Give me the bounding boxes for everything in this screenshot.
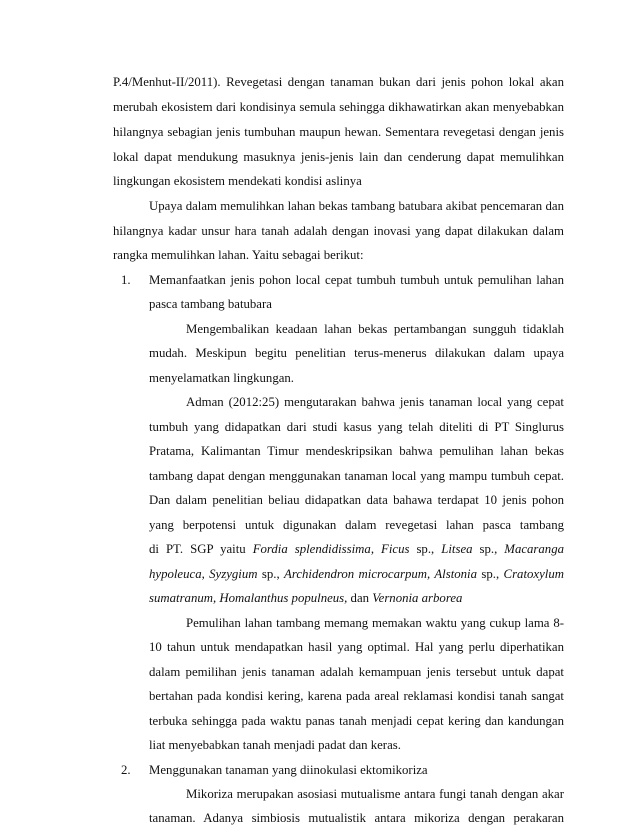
species-name: Archidendron microcarpum, Alstonia	[284, 567, 478, 581]
species-name: Macaranga	[504, 542, 564, 556]
species-line	[149, 541, 564, 557]
species-name: Litsea	[441, 542, 473, 556]
species-name: Ficus	[381, 542, 410, 556]
body-text-line: hilangnya kadar unsur hara tanah adalah dengan inovasi yang dapat dilakukan dalam	[113, 224, 564, 238]
species-line	[149, 566, 564, 582]
body-text-line: Mikoriza merupakan asosiasi mutualisme antara fungi tanah dengan akar	[186, 787, 564, 801]
species-line-text: sp.,	[409, 542, 442, 556]
body-text-line: dalam pemilihan jenis tanaman adalah kemampuan jenis tersebut untuk dapat	[149, 665, 564, 679]
body-text-line: mudah. Meskipun begitu penelitian terus-menerus dilakukan dalam upaya	[149, 346, 564, 360]
species-name: Vernonia arborea	[372, 591, 463, 605]
body-text-line: Pratama, Kalimantan Timur mendeskripsikan bahwa pemulihan lahan bekas	[149, 444, 564, 458]
body-text-line: lingkungan ekosistem mendekati kondisi aslinya	[113, 174, 362, 188]
species-name: hypoleuca, Syzygium	[149, 567, 258, 581]
species-line	[149, 590, 462, 606]
body-text-line: tanaman. Adanya simbiosis mutualistik antara mikoriza dengan perakaran	[149, 811, 564, 825]
species-name: Cratoxylum	[503, 567, 564, 581]
species-line-text: sp.,	[477, 567, 504, 581]
body-text-line: P.4/Menhut-II/2011). Revegetasi dengan tanaman bukan dari jenis pohon lokal akan	[113, 75, 564, 89]
body-text-line: Adman (2012:25) mengutarakan bahwa jenis tanaman local yang cepat	[186, 395, 564, 409]
species-line-text: sp.,	[257, 567, 285, 581]
body-text-line: Pemulihan lahan tambang memang memakan waktu yang cukup lama 8-	[186, 616, 564, 630]
body-text-line: bertahan pada kondisi kering, karena pada areal reklamasi kondisi tanah sangat	[149, 689, 564, 703]
list-heading-line: pasca tambang batubara	[149, 297, 272, 311]
body-text-line: liat menyebabkan tanah menjadi padat dan keras.	[149, 738, 401, 752]
body-text-line: Upaya dalam memulihkan lahan bekas tambang batubara akibat pencemaran dan	[149, 199, 564, 213]
body-text-line: lokal dapat mendukung masuknya jenis-jenis lain dan cenderung dapat memulihkan	[113, 150, 564, 164]
body-text-line: menyelamatkan lingkungan.	[149, 371, 294, 385]
species-line-text: di PT. SGP yaitu	[149, 542, 253, 556]
species-name: sumatranum, Homalanthus populneus,	[149, 591, 348, 605]
body-text-line: rangka memulihkan lahan. Yaitu sebagai berikut:	[113, 248, 364, 262]
body-text-line: yang berpotensi untuk digunakan dalam revegetasi lahan pasca tambang	[149, 518, 564, 532]
body-text-line: hilangnya sebagian jenis tumbuhan maupun hewan. Sementara revegetasi dengan jenis	[113, 125, 564, 139]
list-number: 1.	[121, 273, 131, 287]
list-heading-line: Menggunakan tanaman yang diinokulasi ektomikoriza	[149, 763, 428, 777]
species-line-text: sp.,	[472, 542, 505, 556]
list-heading-line: Memanfaatkan jenis pohon local cepat tumbuh tumbuh untuk pemulihan lahan	[149, 273, 564, 287]
list-number: 2.	[121, 763, 131, 777]
species-name: Fordia splendidissima,	[252, 542, 375, 556]
body-text-line: merubah ekosistem dari kondisinya semula sehingga dikhawatirkan akan menyebabkan	[113, 100, 564, 114]
body-text-line: tambang dapat dengan menggunakan tanaman local yang mampu tumbuh cepat.	[149, 469, 564, 483]
body-text-line: 10 tahun untuk mendapatkan hasil yang optimal. Hal yang perlu diperhatikan	[149, 640, 564, 654]
species-line-text: dan	[347, 591, 373, 605]
body-text-line: Mengembalikan keadaan lahan bekas pertambangan sungguh tidaklah	[186, 322, 564, 336]
body-text-line: terbuka sehingga pada waktu panas tanah menjadi cepat kering dan kandungan	[149, 714, 564, 728]
body-text-line: Dan dalam penelitian beliau didapatkan data bahawa terdapat 10 jenis pohon	[149, 493, 564, 507]
body-text-line: tumbuh yang didapatkan dari studi kasus yang telah diteliti di PT Singlurus	[149, 420, 564, 434]
